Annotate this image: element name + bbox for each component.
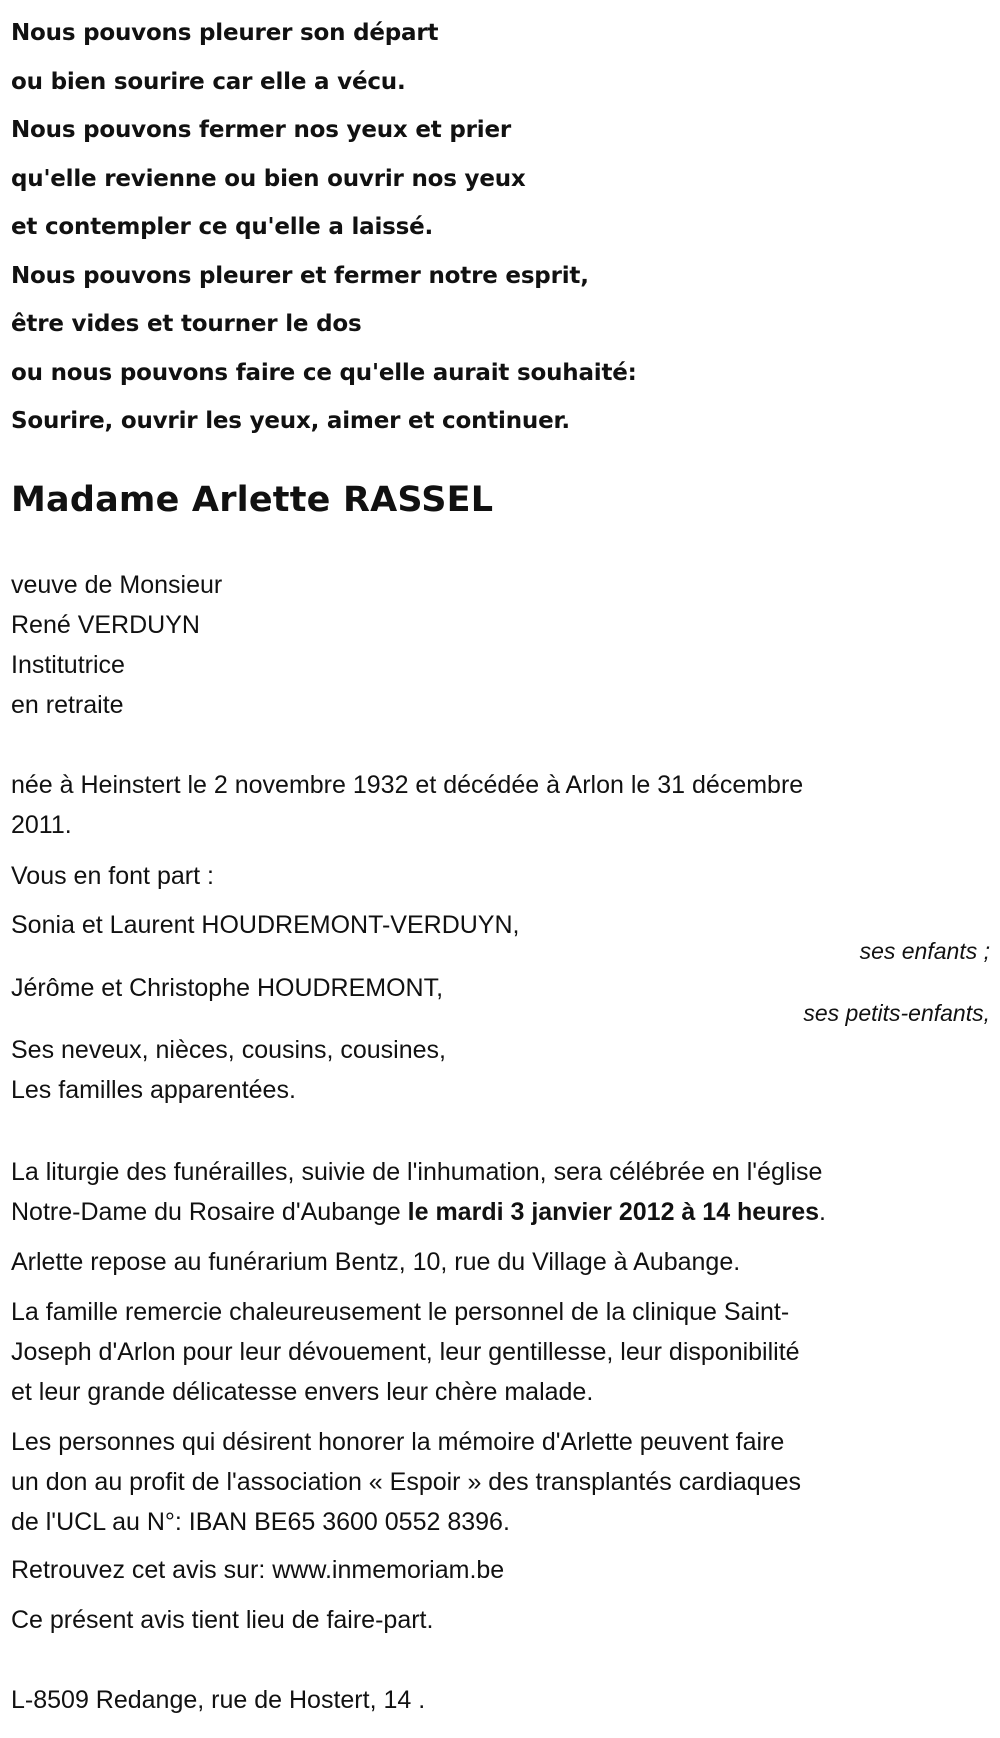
birth-death-line: 2011. — [11, 811, 72, 839]
thanks-line: La famille remercie chaleureusement le personnel de la clinique Saint- — [11, 1298, 790, 1326]
poem-line: être vides et tourner le dos — [11, 311, 362, 337]
donation-line: Les personnes qui désirent honorer la mémoire d'Arlette peuvent faire — [11, 1428, 785, 1456]
poem-line: ou bien sourire car elle a vécu. — [11, 68, 406, 95]
funeral-home-info — [11, 1242, 991, 1282]
address-info — [11, 1680, 991, 1720]
children-names: Sonia et Laurent HOUDREMONT-VERDUYN, — [11, 911, 520, 939]
funeral-info — [11, 1152, 991, 1232]
thanks-line: et leur grande délicatesse envers leur chère malade. — [11, 1378, 594, 1406]
poem-line: et contempler ce qu'elle a laissé. — [11, 214, 434, 240]
spouse-name: René VERDUYN — [11, 611, 200, 639]
website-info — [11, 1550, 991, 1590]
poem-line: ou nous pouvons faire ce qu'elle aurait souhaité: — [11, 359, 637, 386]
church-name: Notre-Dame du Rosaire d'Aubange — [11, 1198, 408, 1226]
donation-line: de l'UCL au N°: IBAN BE65 3600 0552 8396. — [11, 1508, 510, 1536]
funeral-line — [11, 1192, 991, 1232]
thanks-paragraph — [11, 1292, 991, 1412]
profession: Institutrice — [11, 651, 125, 679]
family-intro — [11, 856, 991, 896]
relatives-line: Les familles apparentées. — [11, 1076, 296, 1104]
thanks-line: Joseph d'Arlon pour leur dévouement, leur gentillesse, leur disponibilité — [11, 1338, 800, 1366]
address-line: L-8509 Redange, rue de Hostert, 14 . — [11, 1686, 426, 1714]
poem-line: Nous pouvons pleurer et fermer notre esprit, — [11, 262, 589, 289]
funeral-line: La liturgie des funérailles, suivie de l'inhumation, sera célébrée en l'église — [11, 1158, 823, 1186]
announcement-intro: Vous en font part : — [11, 862, 214, 890]
birth-death-line: née à Heinstert le 2 novembre 1932 et décédée à Arlon le 31 décembre — [11, 771, 804, 799]
website-line: Retrouvez cet avis sur: www.inmemoriam.be — [11, 1556, 505, 1584]
funeral-date-time: le mardi 3 janvier 2012 à 14 heures — [407, 1198, 820, 1226]
grandchildren-names: Jérôme et Christophe HOUDREMONT, — [11, 974, 444, 1002]
deceased-details — [11, 565, 991, 725]
profession-status: en retraite — [11, 691, 124, 719]
poem-line: Nous pouvons pleurer son départ — [11, 20, 439, 46]
punctuation: . — [819, 1198, 826, 1226]
children-role: ses enfants ; — [859, 938, 990, 964]
poem-line: Nous pouvons fermer nos yeux et prier — [11, 117, 512, 143]
obituary-poem — [11, 9, 637, 446]
notice-info — [11, 1600, 991, 1640]
relatives-line: Ses neveux, nièces, cousins, cousines, — [11, 1036, 446, 1064]
birth-death-info — [11, 765, 991, 845]
donation-line: un don au profit de l'association « Espoir » des transplantés cardiaques — [11, 1468, 801, 1496]
funeral-home-line: Arlette repose au funérarium Bentz, 10, rue du Village à Aubange. — [11, 1248, 741, 1276]
family-others — [11, 1030, 991, 1110]
deceased-name: Madame Arlette RASSEL — [11, 480, 494, 520]
family-children — [11, 905, 991, 945]
donation-paragraph — [11, 1422, 991, 1542]
poem-line: Sourire, ouvrir les yeux, aimer et continuer. — [11, 408, 570, 434]
widow-of-line: veuve de Monsieur — [11, 571, 223, 599]
poem-line: qu'elle revienne ou bien ouvrir nos yeux — [11, 165, 526, 192]
notice-line: Ce présent avis tient lieu de faire-part. — [11, 1606, 434, 1634]
grandchildren-role: ses petits-enfants, — [803, 1000, 990, 1026]
